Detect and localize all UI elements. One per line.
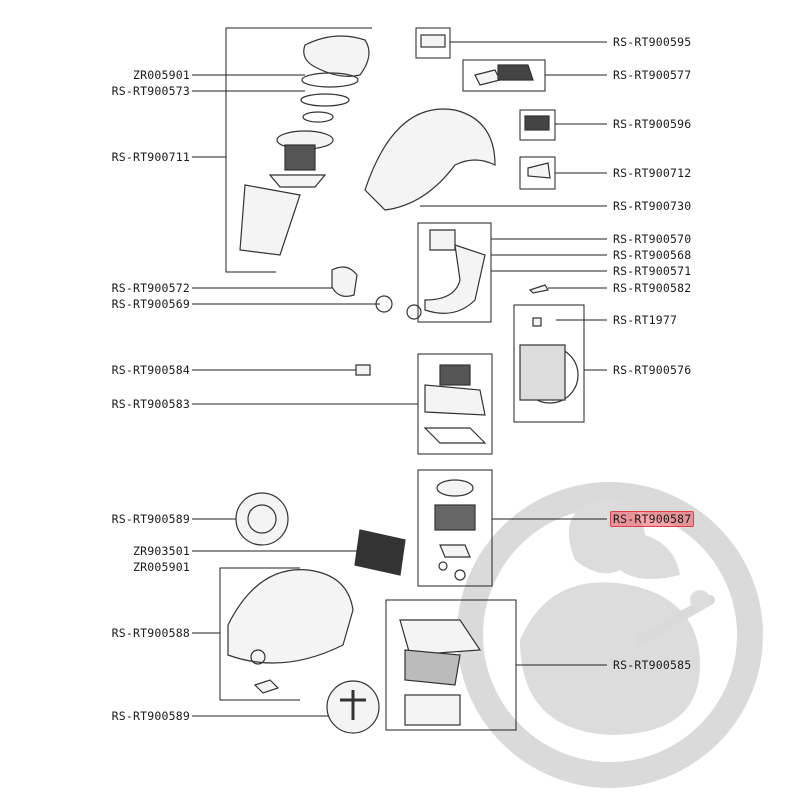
part-label-rs-rt900588[interactable]: RS-RT900588 <box>111 626 190 640</box>
part-label-rs-rt900573[interactable]: RS-RT900573 <box>111 84 190 98</box>
part-label-rs-rt900572[interactable]: RS-RT900572 <box>111 281 190 295</box>
part-label-zr005901-lower[interactable]: ZR005901 <box>133 560 190 574</box>
part-label-rs-rt900596[interactable]: RS-RT900596 <box>613 117 692 131</box>
part-label-rs-rt900587-highlighted[interactable]: RS-RT900587 <box>610 511 694 527</box>
part-label-rs-rt900584[interactable]: RS-RT900584 <box>111 363 190 377</box>
part-label-rs-rt900595[interactable]: RS-RT900595 <box>613 35 692 49</box>
part-label-rs-rt900577[interactable]: RS-RT900577 <box>613 68 692 82</box>
watermark-logo <box>470 495 750 775</box>
part-label-rs-rt1977[interactable]: RS-RT1977 <box>613 313 678 327</box>
part-label-zr903501[interactable]: ZR903501 <box>133 544 190 558</box>
part-label-rs-rt900571[interactable]: RS-RT900571 <box>613 264 692 278</box>
part-label-rs-rt900589-top[interactable]: RS-RT900589 <box>111 512 190 526</box>
part-label-rs-rt900712[interactable]: RS-RT900712 <box>613 166 692 180</box>
part-label-rs-rt900585[interactable]: RS-RT900585 <box>613 658 692 672</box>
part-label-rs-rt900711[interactable]: RS-RT900711 <box>111 150 190 164</box>
part-label-zr005901[interactable]: ZR005901 <box>133 68 190 82</box>
part-label-rs-rt900568[interactable]: RS-RT900568 <box>613 248 692 262</box>
part-label-rs-rt900589-bottom[interactable]: RS-RT900589 <box>111 709 190 723</box>
part-label-rs-rt900576[interactable]: RS-RT900576 <box>613 363 692 377</box>
part-label-rs-rt900583[interactable]: RS-RT900583 <box>111 397 190 411</box>
part-label-rs-rt900569[interactable]: RS-RT900569 <box>111 297 190 311</box>
part-label-rs-rt900570[interactable]: RS-RT900570 <box>613 232 692 246</box>
part-label-rs-rt900582[interactable]: RS-RT900582 <box>613 281 692 295</box>
part-label-rs-rt900730[interactable]: RS-RT900730 <box>613 199 692 213</box>
